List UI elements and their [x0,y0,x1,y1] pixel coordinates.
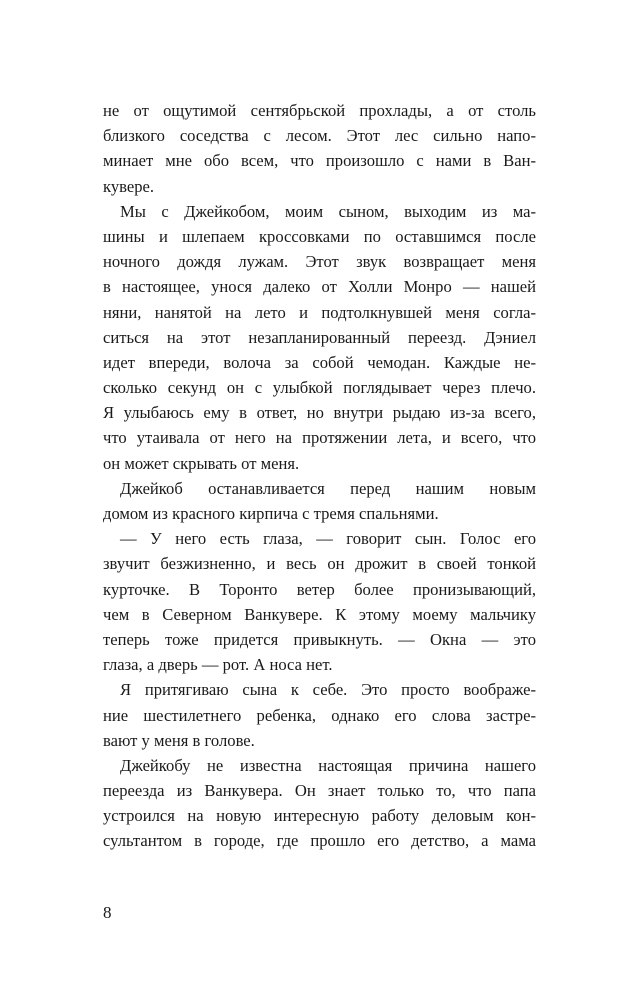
paragraph [103,98,536,199]
text-line: глаза, а дверь — рот. А носа нет. [103,655,333,675]
text-line: он может скрывать от меня. [103,453,300,473]
text-line: — У него есть глаза, — говорит сын. Голос его [120,529,536,549]
text-line: звучит безжизненно, и весь он дрожит в своей тонкой [103,554,536,574]
text-line: ние шестилетнего ребенка, однако его слова застре- [103,705,536,725]
paragraph [103,753,536,854]
text-line: няни, нанятой на лето и подтолкнувшей меня согла- [103,302,536,322]
text-line: ситься на этот незапланированный переезд. Дэниел [103,327,536,347]
paragraph [103,526,536,677]
text-line: Мы с Джейкобом, моим сыном, выходим из ма- [120,201,536,221]
text-line: Я улыбаюсь ему в ответ, но внутри рыдаю из-за всего, [103,403,536,423]
text-line: кувере. [103,176,155,196]
text-line: устроился на новую интересную работу деловым кон- [103,806,536,826]
text-line: вают у меня в голове. [103,730,255,750]
text-line: идет впереди, волоча за собой чемодан. Каждые не- [103,352,536,372]
text-line: шины и шлепаем кроссовками по оставшимся после [103,226,536,246]
text-line: домом из красного кирпича с тремя спальнями. [103,504,439,523]
book-page-text [103,98,536,854]
text-line: ночного дождя лужам. Этот звук возвращает меня [103,252,536,272]
text-line: чем в Северном Ванкувере. К этому моему мальчику [103,604,536,624]
text-line: в настоящее, унося далеко от Холли Монро — нашей [103,277,536,297]
text-line: не от ощутимой сентябрьской прохлады, а от столь [103,101,536,120]
paragraph [103,476,536,526]
page-number: 8 [103,903,112,922]
text-line: близкого соседства с лесом. Этот лес сильно напо- [103,126,536,146]
paragraph [103,199,536,476]
text-line: что утаивала от него на протяжении лета, и всего, что [103,428,536,448]
text-line: сколько секунд он с улыбкой поглядывает через плечо. [103,378,536,398]
text-line: теперь тоже придется привыкнуть. — Окна — это [103,629,536,649]
paragraph [103,677,536,753]
text-line: Джейкоб останавливается перед нашим новым [120,478,536,498]
text-line: Джейкобу не известна настоящая причина нашего [120,755,536,775]
text-line: Я притягиваю сына к себе. Это просто воображе- [120,680,536,700]
text-line: минает мне обо всем, что произошло с нами в Ван- [103,151,536,171]
text-line: переезда из Ванкувера. Он знает только то, что папа [103,781,536,801]
text-line: курточке. В Торонто ветер более пронизывающий, [103,579,536,599]
text-line: сультантом в городе, где прошло его детство, а мама [103,831,536,851]
